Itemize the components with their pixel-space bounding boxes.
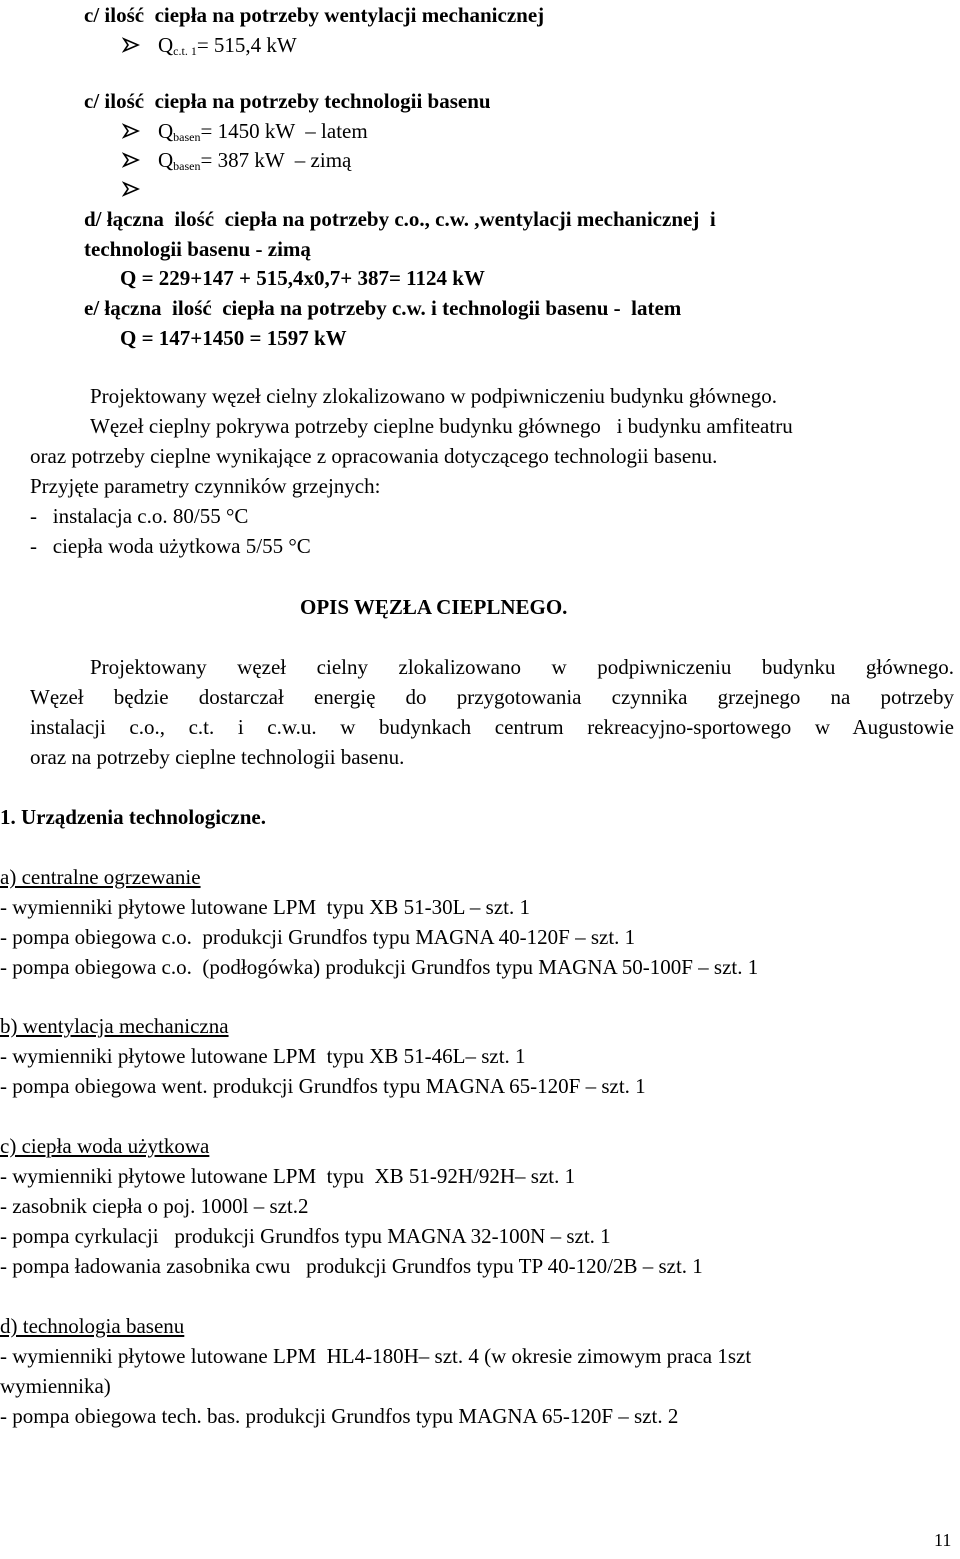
list-item: - wymienniki płytowe lutowane LPM HL4-180H– szt. 4 (w okresie zimowym praca 1szt	[0, 1344, 752, 1368]
arrow-bullet-icon	[122, 122, 140, 140]
description-line-4: oraz na potrzeby cieplne technologii basenu.	[30, 745, 405, 769]
list-item: - pompa obiegowa went. produkcji Grundfos typu MAGNA 65-120F – szt. 1	[0, 1074, 646, 1098]
qbasen-summer-line	[158, 118, 368, 150]
group-a-title: a) centralne ogrzewanie	[0, 865, 201, 889]
intro-line-2: Węzeł cieplny pokrywa potrzeby cieplne budynku głównego i budynku amfiteatru	[90, 414, 793, 438]
section-title: OPIS WĘZŁA CIEPLNEGO.	[300, 595, 568, 619]
page-number: 11	[934, 1530, 952, 1550]
list-item: - pompa obiegowa c.o. produkcji Grundfos typu MAGNA 40-120F – szt. 1	[0, 925, 636, 949]
group-b-title: b) wentylacja mechaniczna	[0, 1014, 229, 1038]
list-item: - zasobnik ciepła o poj. 1000l – szt.2	[0, 1194, 309, 1218]
description-line-3: instalacji c.o., c.t. i c.w.u. w budynkach centrum rekreacyjno-sportowego w Augustowie	[30, 715, 954, 739]
total-winter-formula: Q = 229+147 + 515,4x0,7+ 387= 1124 kW	[120, 266, 485, 290]
list-item: - pompa obiegowa c.o. (podłogówka) produkcji Grundfos typu MAGNA 50-100F – szt. 1	[0, 955, 759, 979]
intro-line-1: Projektowany węzeł cielny zlokalizowano w podpiwniczeniu budynku głównego.	[90, 384, 777, 408]
total-summer-heading: e/ łączna ilość ciepła na potrzeby c.w. i technologii basenu - latem	[84, 296, 682, 320]
description-line-2: Węzeł będzie dostarczał energię do przygotowania czynnika grzejnego na potrzeby	[30, 685, 954, 709]
params-heading: Przyjęte parametry czynników grzejnych:	[30, 474, 381, 498]
total-winter-heading-cont: technologii basenu - zimą	[84, 237, 311, 261]
qbasen-winter-value: = 387 kW – zimą	[200, 148, 352, 172]
list-item: wymiennika)	[0, 1374, 111, 1398]
vent-heat-heading: c/ ilość ciepła na potrzeby wentylacji mechanicznej	[84, 3, 545, 27]
param-co: - instalacja c.o. 80/55 °C	[30, 504, 249, 528]
qbasen-subscript: basen	[173, 159, 201, 173]
list-item: - wymienniki płytowe lutowane LPM typu XB 51-30L – szt. 1	[0, 895, 531, 919]
list-item: - wymienniki płytowe lutowane LPM typu XB 51-46L– szt. 1	[0, 1044, 526, 1068]
qbasen-summer-value: = 1450 kW – latem	[200, 119, 368, 143]
group-c-title: c) ciepła woda użytkowa	[0, 1134, 210, 1158]
intro-line-3: oraz potrzeby cieplne wynikające z opracowania dotyczącego technologii basenu.	[30, 444, 718, 468]
arrow-bullet-icon	[122, 180, 140, 198]
qbasen-symbol: Q	[158, 148, 174, 172]
qct-line	[158, 32, 297, 64]
description-line-1: Projektowany węzeł cielny zlokalizowano w podpiwniczeniu budynku głównego.	[90, 655, 954, 679]
list-item: - wymienniki płytowe lutowane LPM typu XB 51-92H/92H– szt. 1	[0, 1164, 576, 1188]
tech-heat-heading: c/ ilość ciepła na potrzeby technologii basenu	[84, 89, 491, 113]
qct-symbol: Q	[158, 33, 174, 57]
group-d-title: d) technologia basenu	[0, 1314, 185, 1338]
list-item: - pompa ładowania zasobnika cwu produkcji Grundfos typu TP 40-120/2B – szt. 1	[0, 1254, 703, 1278]
list-item: - pompa cyrkulacji produkcji Grundfos typu MAGNA 32-100N – szt. 1	[0, 1224, 611, 1248]
qbasen-winter-line	[158, 147, 351, 179]
qct-value: = 515,4 kW	[196, 33, 297, 57]
qct-subscript: c.t. 1	[173, 44, 197, 58]
arrow-bullet-icon	[122, 151, 140, 169]
total-winter-heading: d/ łączna ilość ciepła na potrzeby c.o., c.w. ,wentylacji mechanicznej i	[84, 207, 716, 231]
param-cwu: - ciepła woda użytkowa 5/55 °C	[30, 534, 311, 558]
devices-heading: 1. Urządzenia technologiczne.	[0, 805, 266, 829]
qbasen-subscript: basen	[173, 130, 201, 144]
total-summer-formula: Q = 147+1450 = 1597 kW	[120, 326, 347, 350]
list-item: - pompa obiegowa tech. bas. produkcji Grundfos typu MAGNA 65-120F – szt. 2	[0, 1404, 679, 1428]
arrow-bullet-icon	[122, 36, 140, 54]
qbasen-symbol: Q	[158, 119, 174, 143]
